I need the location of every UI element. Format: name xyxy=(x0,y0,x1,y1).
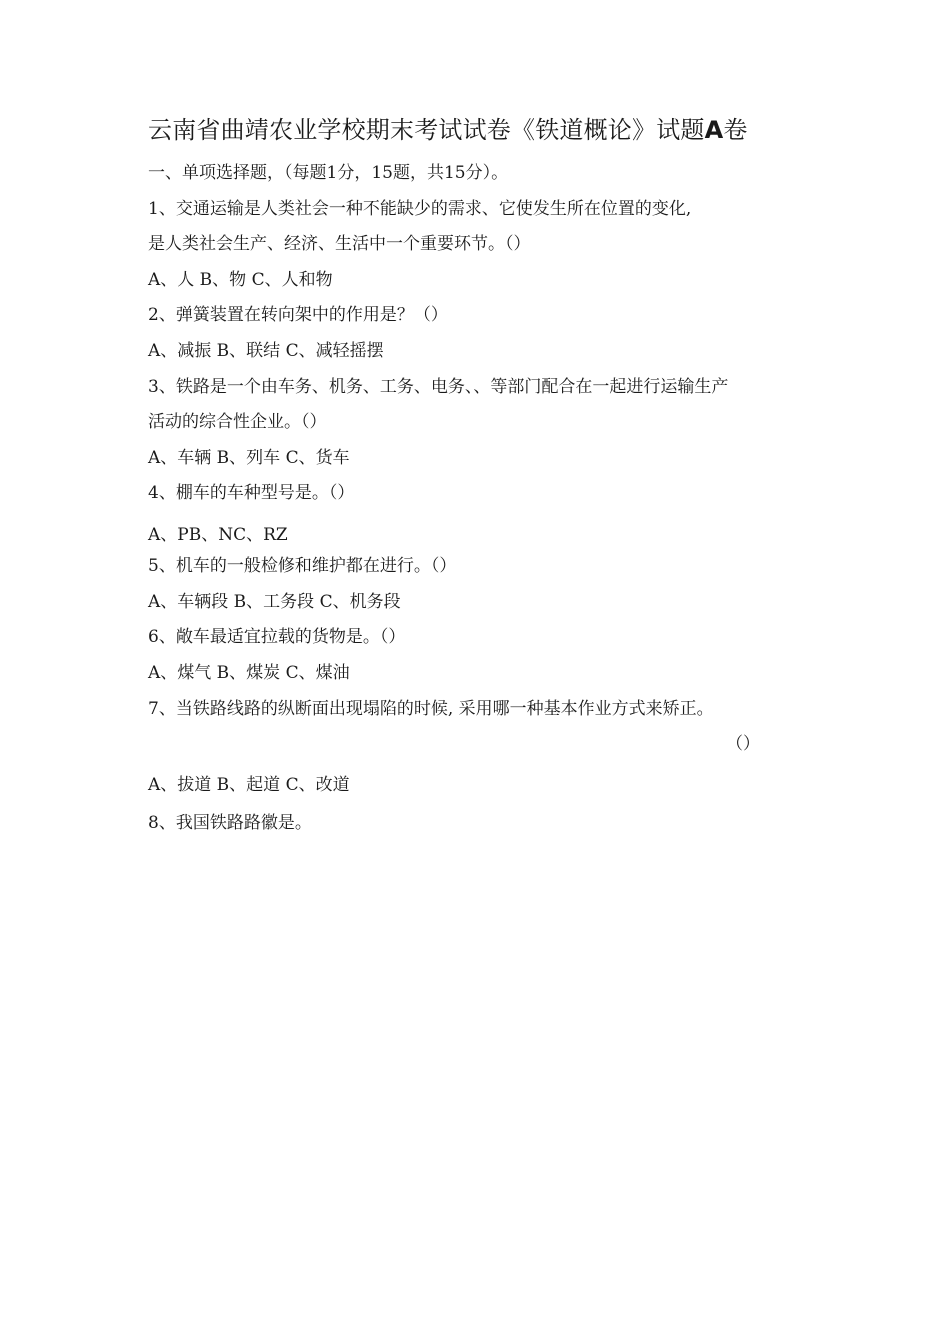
question-7-answer-blank: （） xyxy=(726,734,760,754)
question-3-options: A、车辆 B、列车 C、货车 xyxy=(148,448,350,468)
exam-title-tail: 卷 xyxy=(723,116,748,144)
question-6-stem: 6、敞车最适宜拉载的货物是。（） xyxy=(148,627,406,647)
question-3-stem-line-2: 活动的综合性企业。（） xyxy=(148,412,327,432)
question-3-stem-line-1: 3、铁路是一个由车务、机务、工务、电务、、等部门配合在一起进行运输生产 xyxy=(148,377,729,397)
question-8-stem: 8、我国铁路路徽是。 xyxy=(148,813,312,833)
exam-title-version: A xyxy=(704,116,724,144)
question-4-options: A、PB、NC、RZ xyxy=(148,525,288,545)
question-1-stem-line-2: 是人类社会生产、经济、生活中一个重要环节。（） xyxy=(148,234,531,254)
exam-title xyxy=(148,112,748,148)
question-4-stem: 4、棚车的车种型号是。（） xyxy=(148,483,355,503)
question-1-options: A、人 B、物 C、人和物 xyxy=(148,270,333,290)
question-7-options: A、拔道 B、起道 C、改道 xyxy=(148,775,350,795)
section-heading: 一、单项选择题，（每题1分，15题，共15分）。 xyxy=(148,163,509,183)
question-6-options: A、煤气 B、煤炭 C、煤油 xyxy=(148,663,350,683)
question-5-options: A、车辆段 B、工务段 C、机务段 xyxy=(148,592,401,612)
question-2-options: A、减振 B、联结 C、减轻摇摆 xyxy=(148,341,384,361)
exam-title-main: 云南省曲靖农业学校期末考试试卷《铁道概论》试题 xyxy=(148,116,705,144)
question-1-stem-line-1: 1、交通运输是人类社会一种不能缺少的需求、它使发生所在位置的变化, xyxy=(148,199,692,219)
question-5-stem: 5、机车的一般检修和维护都在进行。（） xyxy=(148,556,457,576)
question-2-stem: 2、弹簧装置在转向架中的作用是？（） xyxy=(148,305,448,325)
question-7-stem: 7、当铁路线路的纵断面出现塌陷的时候, 采用哪一种基本作业方式来矫正。 xyxy=(148,699,714,719)
